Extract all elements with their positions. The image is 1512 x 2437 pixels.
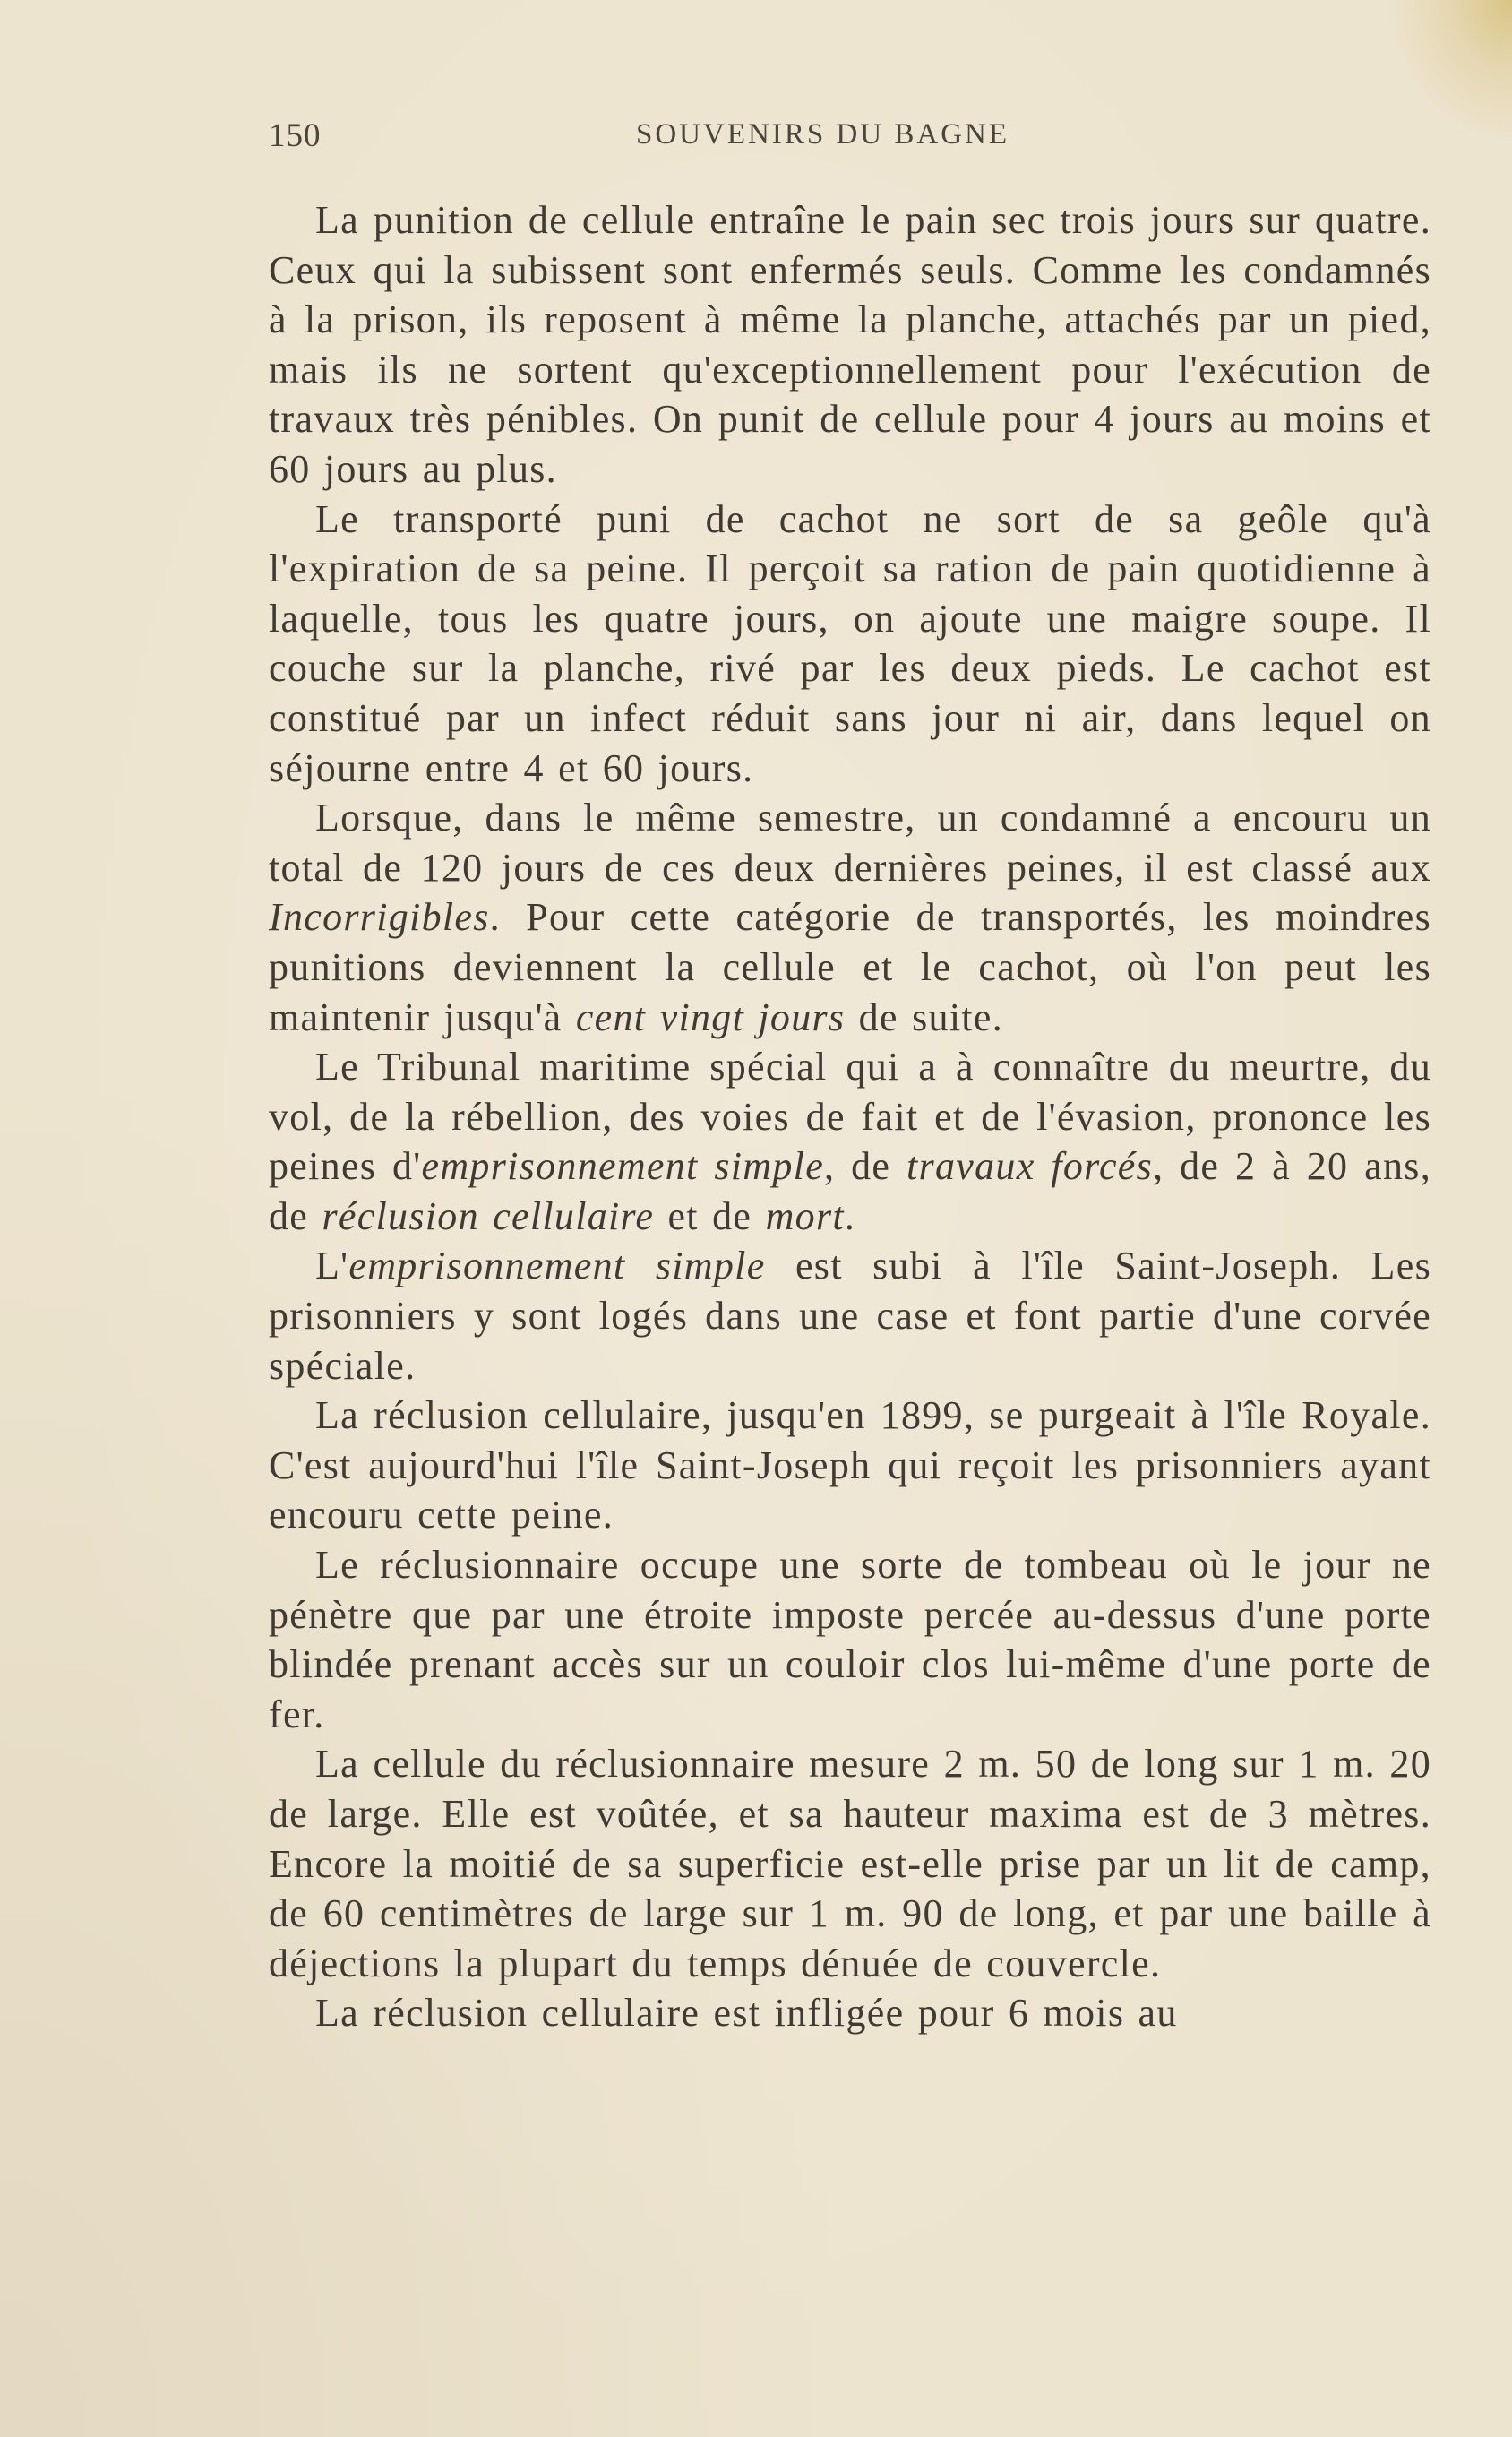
paragraph-incorrigibles [269,793,1431,1042]
paragraph-cell-punishment [269,195,1431,495]
text-run: Le Tribunal maritime spécial qui a à connaître du meurtre, du vol, de la rébellion, des voies de fait et de l'évasion, prononce les peines d' [269,1045,1431,1189]
italic-term: mort [765,1193,845,1238]
body-text [269,195,1431,2038]
paragraph-tribunal [269,1042,1431,1241]
text-run: . Pour cette catégorie de transportés, les moindres punitions deviennent la cellule et le cachot, où l'on peut les maintenir jusqu'à [269,895,1431,1039]
text-run: L' [315,1244,349,1288]
paragraph-final [269,1988,1431,2038]
paragraph-text: Le réclusionnaire occupe une sorte de tombeau où le jour ne pénètre que par une étroite imposte percée au-dessus d'une porte blindée prenant accès sur un couloir clos lui-même d'une porte de fer. [269,1543,1431,1736]
italic-term: emprisonnement simple [421,1144,825,1189]
text-run: et de [654,1193,766,1238]
text-run: . [844,1193,856,1238]
book-page [269,99,1433,2392]
running-head [269,108,1111,161]
paragraph-cachot [269,495,1431,794]
paragraph-text: Le transporté puni de cachot ne sort de sa geôle qu'à l'expiration de sa peine. Il perçoit sa ration de pain quotidienne à laquelle, tous les quatre jours, on ajoute une maigre soupe. Il couche sur la planche, rivé par les deux pieds. Le cachot est constitué par un infect réduit sans jour ni air, dans lequel on séjourne entre 4 et 60 jours. [269,496,1431,790]
italic-term: travaux forcés [906,1144,1154,1189]
text-run: , de 2 à 20 ans, de [269,1144,1431,1238]
running-title: SOUVENIRS DU BAGNE [636,118,1010,151]
italic-term: Incorrigibles [269,895,490,940]
paragraph-cellular-reclusion [269,1391,1431,1540]
text-run: est subi à l'île Saint-Joseph. Les prisonniers y sont logés dans une case et font partie d'une corvée spéciale. [269,1244,1431,1388]
paragraph-simple-imprisonment [269,1241,1431,1391]
italic-term: emprisonnement simple [348,1244,766,1288]
paragraph-cell-dimensions [269,1739,1431,1988]
paragraph-reclusionnaire [269,1540,1431,1739]
paragraph-text: La punition de cellule entraîne le pain sec trois jours sur quatre. Ceux qui la subissent sont enfermés seuls. Comme les condamnés à la prison, ils reposent à même la planche, attachés par un pied, mais ils ne sortent qu'exceptionnellement pour l'exécution de travaux très pénibles. On punit de cellule pour 4 jours au moins et 60 jours au plus. [269,198,1431,491]
italic-term: réclusion cellulaire [322,1193,655,1238]
text-run: de suite. [845,995,1004,1039]
paragraph-text: La réclusion cellulaire, jusqu'en 1899, se purgeait à l'île Royale. C'est aujourd'hui l'île Saint-Joseph qui reçoit les prisonniers ayant encouru cette peine. [269,1393,1431,1537]
paragraph-text: La cellule du réclusionnaire mesure 2 m. 50 de long sur 1 m. 20 de large. Elle est voûtée, et sa hauteur maxima est de 3 mètres. Encore la moitié de sa superficie est-elle prise par un lit de camp, de 60 centimètres de large sur 1 m. 90 de long, et par une baille à déjections la plupart du temps dénuée de couvercle. [269,1742,1431,1985]
page-number: 150 [269,117,322,154]
italic-term: cent vingt jours [575,995,846,1039]
paragraph-text: La réclusion cellulaire est infligée pour 6 mois au [315,1991,1178,2036]
text-run: , de [824,1144,907,1189]
text-run: Lorsque, dans le même semestre, un condamné a encouru un total de 120 jours de ces deux dernières peines, il est classé aux [269,796,1431,890]
